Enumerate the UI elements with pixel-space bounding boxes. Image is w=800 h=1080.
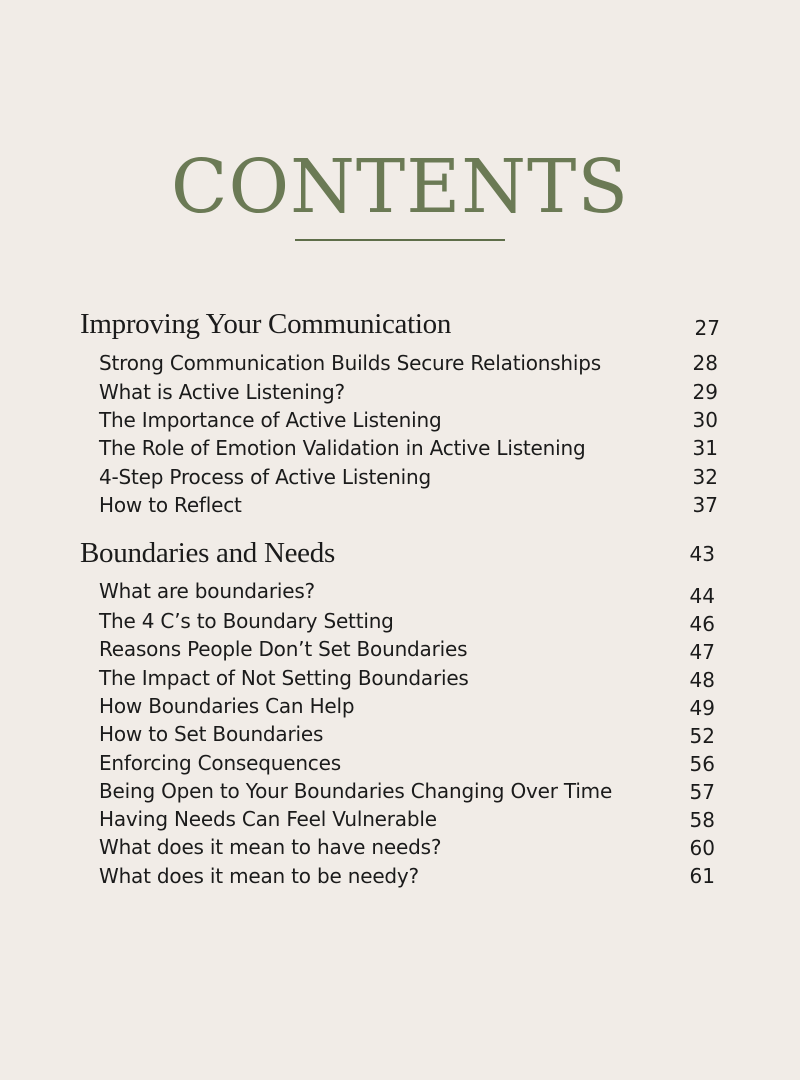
toc-entry-page: 46 <box>689 612 715 636</box>
section-heading-boundaries: Boundaries and Needs <box>80 537 335 569</box>
toc-entry-page: 37 <box>692 493 718 517</box>
toc-entry-label: Reasons People Don’t Set Boundaries <box>99 637 468 661</box>
toc-entry-page: 61 <box>689 864 715 888</box>
toc-entry-label: How to Set Boundaries <box>99 722 324 746</box>
toc-entry-page: 29 <box>692 380 718 404</box>
toc-entry-label: What does it mean to be needy? <box>99 864 419 888</box>
toc-entry-page: 56 <box>689 752 715 776</box>
toc-entry-page: 60 <box>689 836 715 860</box>
toc-entry-label: Strong Communication Builds Secure Relationships <box>99 351 601 375</box>
toc-entry-page: 28 <box>692 351 718 375</box>
section-heading-communication: Improving Your Communication <box>80 308 452 340</box>
toc-entry-page: 47 <box>689 640 715 664</box>
toc-entry-label: How Boundaries Can Help <box>99 694 355 718</box>
title-underline <box>295 239 505 241</box>
toc-entry-label: 4-Step Process of Active Listening <box>99 465 431 489</box>
toc-entry-page: 58 <box>689 808 715 832</box>
toc-entry-page: 57 <box>689 780 715 804</box>
toc-entry-page: 31 <box>692 436 718 460</box>
toc-entry-label: What are boundaries? <box>99 579 315 603</box>
toc-entry-label: Having Needs Can Feel Vulnerable <box>99 807 437 831</box>
toc-entry-page: 48 <box>689 668 715 692</box>
toc-entry-label: The Importance of Active Listening <box>99 408 442 432</box>
toc-entry-label: Being Open to Your Boundaries Changing Over Time <box>99 779 613 803</box>
page-title: CONTENTS <box>170 144 630 230</box>
toc-entry-label: How to Reflect <box>99 493 242 517</box>
toc-entry-page: 44 <box>689 584 715 608</box>
toc-entry-page: 32 <box>692 465 718 489</box>
toc-entry-page: 49 <box>689 696 715 720</box>
toc-entry-page: 52 <box>689 724 715 748</box>
toc-entry-label: Enforcing Consequences <box>99 751 341 775</box>
toc-entry-label: What is Active Listening? <box>99 380 345 404</box>
toc-entry-label: The Role of Emotion Validation in Active Listening <box>99 436 586 460</box>
toc-entry-label: The 4 C’s to Boundary Setting <box>99 609 394 633</box>
toc-entry-label: The Impact of Not Setting Boundaries <box>99 666 469 690</box>
toc-entry-page: 30 <box>692 408 718 432</box>
toc-entry-label: What does it mean to have needs? <box>99 835 442 859</box>
section-page-number: 27 <box>694 316 720 340</box>
section-page-number: 43 <box>689 542 715 566</box>
